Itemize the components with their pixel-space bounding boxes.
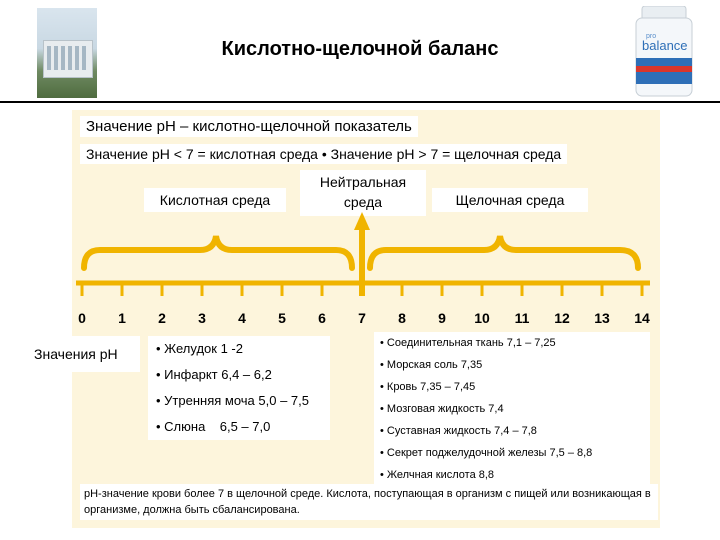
values-label: Значения pH (34, 346, 118, 362)
tick-5: 5 (278, 310, 286, 326)
tick-1: 1 (118, 310, 126, 326)
tick-2: 2 (158, 310, 166, 326)
tick-6: 6 (318, 310, 326, 326)
list-item: • Утренняя моча 5,0 – 7,5 (156, 393, 309, 408)
right-values-list (374, 332, 650, 486)
list-item: • Суставная жидкость 7,4 – 7,8 (374, 420, 650, 442)
footer-note: pH-значение крови более 7 в щелочной среде. Кислота, поступающая в организм с пищей или возникающая в организме, должна быть сбалансирована. (80, 484, 658, 520)
tick-14: 14 (634, 310, 650, 326)
list-item: • Кровь 7,35 – 7,45 (374, 376, 650, 398)
list-item: • Инфаркт 6,4 – 6,2 (156, 367, 272, 382)
list-item: • Желчная кислота 8,8 (374, 464, 650, 486)
list-item: • Мозговая жидкость 7,4 (374, 398, 650, 420)
tick-7: 7 (358, 310, 366, 326)
tick-0: 0 (78, 310, 86, 326)
product-brand: balance (642, 38, 688, 53)
product-prefix: pro (646, 33, 657, 40)
tick-13: 13 (594, 310, 610, 326)
tick-12: 12 (554, 310, 570, 326)
page-title: Кислотно-щелочной баланс (221, 38, 499, 60)
tick-11: 11 (514, 310, 530, 326)
acid-label: Кислотная среда (144, 188, 286, 212)
tick-4: 4 (238, 310, 246, 326)
alkaline-label: Щелочная среда (432, 188, 588, 212)
neutral-label: Нейтральная среда (300, 170, 426, 216)
subheading: Значение pH < 7 = кислотная среда • Значение pH > 7 = щелочная среда (80, 144, 567, 164)
tick-10: 10 (474, 310, 490, 326)
tick-8: 8 (398, 310, 406, 326)
left-values-list (148, 336, 330, 440)
list-item: • Желудок 1 -2 (156, 341, 243, 356)
acid-brace (84, 236, 352, 268)
list-item: • Слюна 6,5 – 7,0 (156, 419, 271, 434)
tick-3: 3 (198, 310, 206, 326)
list-item: • Морская соль 7,35 (374, 354, 650, 376)
list-item: • Соединительная ткань 7,1 – 7,25 (374, 332, 650, 354)
alkaline-brace (370, 236, 638, 268)
list-item: • Секрет поджелудочной железы 7,5 – 8,8 (374, 442, 650, 464)
tick-9: 9 (438, 310, 446, 326)
heading: Значение pH – кислотно-щелочной показатель (80, 116, 418, 137)
